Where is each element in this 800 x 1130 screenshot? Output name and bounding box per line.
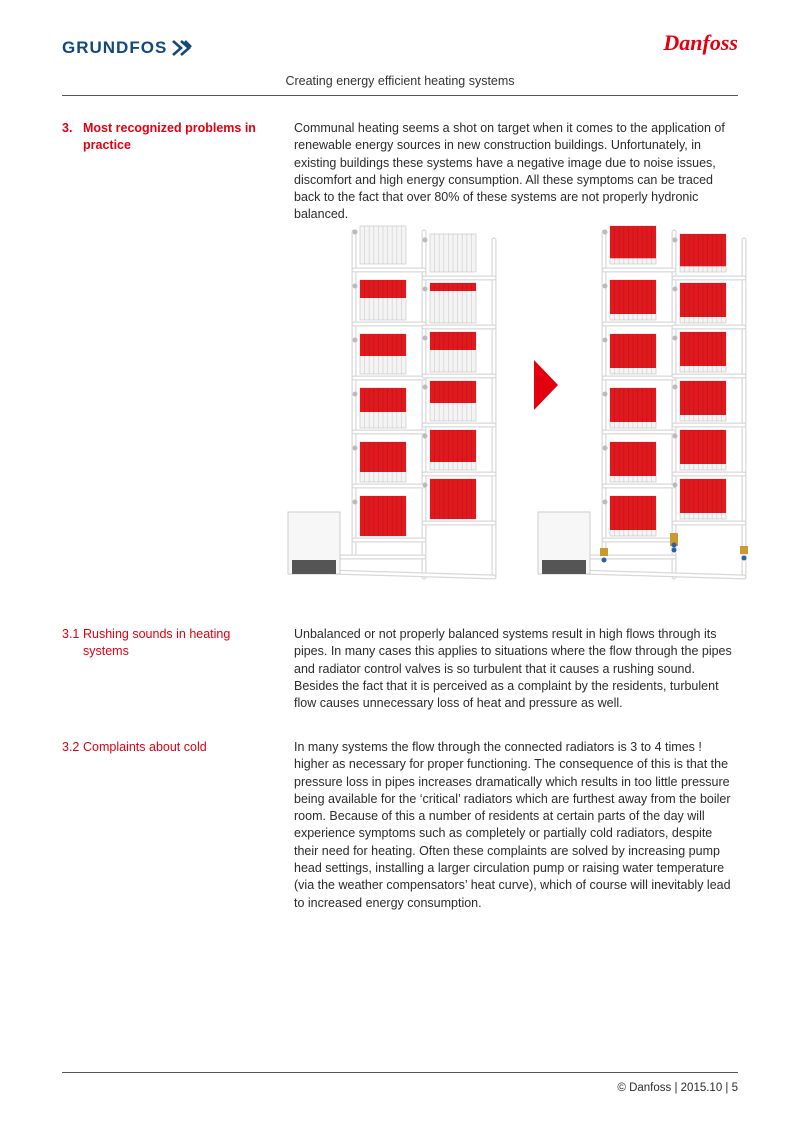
section-heading [62, 120, 262, 154]
page-footer: © Danfoss | 2015.10 | 5 [617, 1082, 738, 1094]
balancing-valve [740, 546, 748, 554]
radiator-valve [603, 500, 608, 505]
radiator-valve [673, 287, 678, 292]
subsection-heading-rushing-sounds [62, 626, 272, 660]
subsection-title: Complaints about cold [83, 740, 207, 754]
radiator-valve [353, 338, 358, 343]
grundfos-logo [62, 38, 193, 58]
radiator-valve [673, 434, 678, 439]
radiator-valve [603, 230, 608, 235]
radiator-valve [673, 336, 678, 341]
danfoss-logo: Danfoss [663, 30, 738, 55]
radiator-valve [353, 446, 358, 451]
header-divider [62, 95, 738, 96]
direction-arrow [534, 360, 558, 410]
balancing-valve [600, 548, 608, 556]
radiator-valve [603, 338, 608, 343]
radiator-valve [353, 230, 358, 235]
radiator-valve [423, 287, 428, 292]
boiler-control-panel [292, 560, 336, 574]
radiator-valve [603, 446, 608, 451]
subsection-number: 3.1 [62, 627, 80, 641]
radiator-valve [673, 483, 678, 488]
radiator-valve [423, 434, 428, 439]
radiator-valve [603, 284, 608, 289]
grundfos-logo-icon [171, 39, 193, 57]
boiler-control-panel [542, 560, 586, 574]
subsection-number: 3.2 [62, 740, 80, 754]
radiator-balancing-illustration [280, 212, 750, 602]
radiator-valve [353, 500, 358, 505]
balancing-valve-handle [672, 543, 677, 548]
balancing-valve-handle [602, 558, 607, 563]
footer-divider [62, 1072, 738, 1073]
radiator-valve [353, 392, 358, 397]
radiator-valve [603, 392, 608, 397]
grundfos-logo-text: GRUNDFOS [62, 38, 168, 57]
balancing-valve-handle [742, 556, 747, 561]
subsection-title: Rushing sounds in heating systems [83, 627, 231, 658]
subsection-heading-complaints-cold [62, 739, 272, 756]
section-intro-paragraph: Communal heating seems a shot on target when it comes to the application of renewable energy sources in new construction buildings. Unfortunately, in existing buildings these systems have a negative image due to noise issues, discomfort and high energy consumption. All these symptoms can be traced back to the fact that over 80% of these systems are not properly hydronic balanced. [294, 121, 725, 222]
radiator-valve [353, 284, 358, 289]
radiator-valve [423, 336, 428, 341]
subsection-body-rushing-sounds: Unbalanced or not properly balanced systems result in high flows through its pipes. In many cases this applies to situations where the flow through the pipes and radiator control valves is so turbulent that it causes a rushing sound. Besides the fact that it is perceived as a complaint by the residents, turbulent flow causes unnecessary loss of heat and pressure as well. [294, 627, 732, 711]
radiator-valve [673, 385, 678, 390]
subsection-body-complaints-cold: In many systems the flow through the connected radiators is 3 to 4 times ! higher as necessary for proper functioning. The consequence of this is that the pressure loss in pipes increases dramatically which results in too little pressure being available for the ‘critical’ radiators which are furthest away from the boiler room. Because of this a number of residents at certain parts of the day will experience symptoms such as completely or partially cold radiators, despite their need for heating. Often these complaints are solved by increasing pump head settings, installing a larger circulation pump or raising water temperature (via the weather compensators’ heat curve), which of course will inevitably lead to increased energy consumption. [294, 740, 731, 910]
radiator-valve [423, 385, 428, 390]
balancing-valve [670, 533, 678, 541]
document-title: Creating energy efficient heating systems [285, 74, 515, 88]
section-title: Most recognized problems in practice [83, 121, 256, 152]
radiator-valve [423, 238, 428, 243]
balancing-valve-handle [672, 548, 677, 553]
radiator-valve [423, 483, 428, 488]
radiator-valve [673, 238, 678, 243]
section-number: 3. [62, 121, 73, 135]
